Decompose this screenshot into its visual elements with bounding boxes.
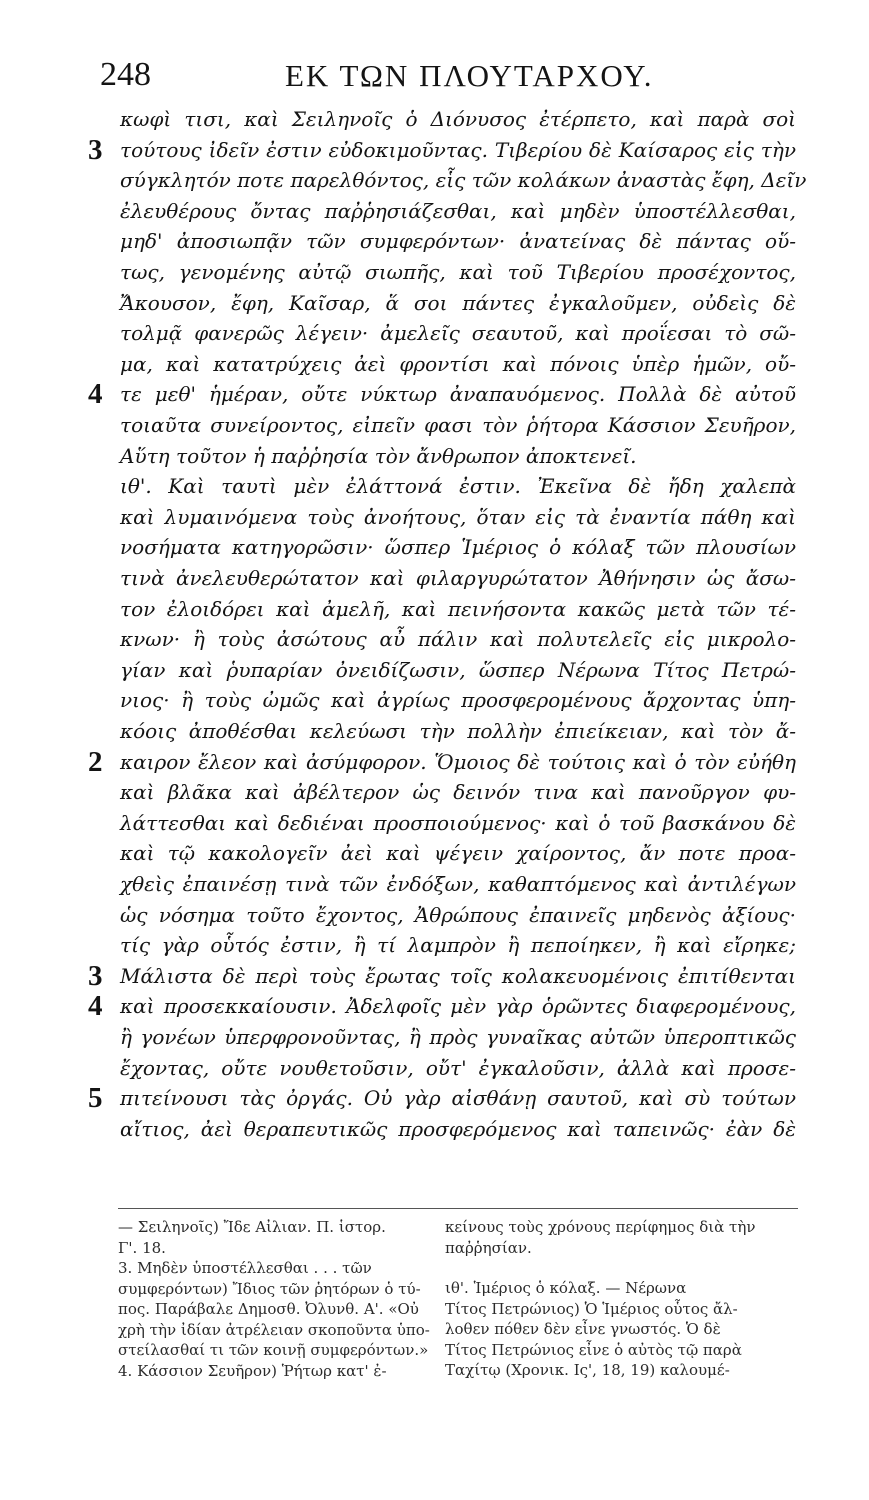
text-line: μα, καὶ κατατρύχεις ἀεὶ φροντίσι καὶ πόνοις ὑπὲρ ἡμῶν, οὔ- [120, 352, 796, 376]
margin-section-number: 2 [88, 746, 103, 778]
text-line: ὡς νόσημα τοῦτο ἔχοντος, Ἀθρώπους ἐπαινεῖς μηδενὸς ἀξίους· [120, 903, 796, 927]
margin-section-number: 3 [88, 960, 103, 992]
footnote-line: λοθεν πόθεν δὲν εἶνε γνωστός. Ὁ δὲ [445, 1320, 721, 1338]
text-line: Αὕτη τοῦτον ἡ παῤῥησία τὸν ἄνθρωπον ἀποκτενεῖ. [120, 444, 637, 468]
text-line: σύγκλητόν ποτε παρελθόντος, εἷς τῶν κολάκων ἀναστὰς ἔφη, Δεῖν [120, 168, 807, 192]
page-header [0, 56, 869, 104]
text-line: τοιαῦτα συνείροντος, εἰπεῖν φασι τὸν ῥήτορα Κάσσιον Σευῆρον, [120, 413, 796, 437]
margin-section-number: 4 [88, 990, 103, 1022]
text-line: καὶ λυμαινόμενα τοὺς ἀνοήτους, ὅταν εἰς τὰ ἐναντία πάθη καὶ [120, 505, 796, 529]
text-line: νοσήματα κατηγορῶσιν· ὥσπερ Ἱμέριος ὁ κόλαξ τῶν πλουσίων [120, 535, 796, 559]
text-line: τον ἐλοιδόρει καὶ ἀμελῆ, καὶ πεινήσοντα κακῶς μετὰ τῶν τέ- [120, 597, 796, 621]
footnote-line: Ταχίτῳ (Χρονικ. Ις', 18, 19) καλουμέ- [445, 1361, 730, 1379]
margin-section-number: 5 [88, 1082, 103, 1114]
text-line: καὶ βλᾶκα καὶ ἀβέλτερον ὡς δεινόν τινα καὶ πανοῦργον φυ- [120, 780, 796, 804]
footnotes-right-column [445, 1217, 797, 1381]
text-line: χθεὶς ἐπαινέσῃ τινὰ τῶν ἐνδόξων, καθαπτόμενος καὶ ἀντιλέγων [120, 872, 796, 896]
text-line: αἴτιος, ἀεὶ θεραπευτικῶς προσφερόμενος καὶ ταπεινῶς· ἐὰν δὲ [120, 1117, 796, 1141]
footnote-line: Τίτος Πετρώνιος εἶνε ὁ αὐτὸς τῷ παρὰ [445, 1340, 742, 1359]
text-line: νιος· ἢ τοὺς ὠμῶς καὶ ἀγρίως προσφερομένους ἄρχοντας ὑπη- [120, 688, 796, 712]
text-line: κόοις ἀποθέσθαι κελεύωσι τὴν πολλὴν ἐπιείκειαν, καὶ τὸν ἄ- [120, 719, 796, 743]
text-line: ἐλευθέρους ὄντας παῤῥησιάζεσθαι, καὶ μηδὲν ὑποστέλλεσθαι, [120, 199, 796, 223]
text-line: τινὰ ἀνελευθερώτατον καὶ φιλαργυρώτατον Ἀθήνησιν ὡς ἄσω- [120, 566, 796, 590]
text-line: ἢ γονέων ὑπερφρονοῦντας, ἢ πρὸς γυναῖκας αὐτῶν ὑπεροπτικῶς [120, 1025, 796, 1049]
text-line: κνων· ἢ τοὺς ἀσώτους αὖ πάλιν καὶ πολυτελεῖς εἰς μικρολο- [120, 627, 796, 651]
footnote-line: 3. Μηδὲν ὑποστέλλεσθαι . . . τῶν [118, 1259, 372, 1277]
footnote-line: 4. Κάσσιον Σευῆρον) Ῥήτωρ κατ' ἐ- [118, 1361, 387, 1380]
text-line: ἔχοντας, οὔτε νουθετοῦσιν, οὔτ' ἐγκαλοῦσιν, ἀλλὰ καὶ προσε- [120, 1056, 796, 1080]
footnote-divider [118, 1208, 798, 1209]
footnote-line: παῤῥησίαν. [445, 1238, 532, 1257]
text-line: λάττεσθαι καὶ δεδιέναι προσποιούμενος· καὶ ὁ τοῦ βασκάνου δὲ [120, 811, 796, 835]
page-number: 248 [100, 56, 151, 93]
footnote-line: Γ'. 18. [118, 1238, 166, 1257]
text-line: τως, γενομένης αὐτῷ σιωπῆς, καὶ τοῦ Τιβερίου προσέχοντος, [120, 260, 796, 284]
text-line: τε μεθ' ἡμέραν, οὔτε νύκτωρ ἀναπαυόμενος. Πολλὰ δὲ αὐτοῦ [120, 382, 796, 406]
text-line: τολμᾷ φανερῶς λέγειν· ἀμελεῖς σεαυτοῦ, καὶ προΐεσαι τὸ σῶ- [120, 321, 796, 345]
footnote-line: — Σειληνοῖς) Ἴδε Αἰλιαν. Π. ἱστορ. [118, 1218, 386, 1236]
text-line: ιθ'. Καὶ ταυτὶ μὲν ἐλάττονά ἐστιν. Ἐκεῖνα δὲ ἤδη χαλεπὰ [120, 474, 796, 498]
footnote-line: ιθ'. Ἱμέριος ὁ κόλαξ. — Νέρωνα [445, 1279, 687, 1297]
footnote-line: κείνους τοὺς χρόνους περίφημος διὰ τὴν [445, 1218, 756, 1236]
text-line: Ἄκουσον, ἔφη, Καῖσαρ, ἅ σοι πάντες ἐγκαλοῦμεν, οὐδεὶς δὲ [120, 291, 796, 315]
margin-section-number: 3 [88, 134, 103, 166]
footnote-line: πος. Παράβαλε Δημοσθ. Ὀλυνθ. Α'. «Οὐ [118, 1300, 419, 1318]
footnotes-left-column [118, 1217, 433, 1381]
text-line: καιρον ἔλεον καὶ ἀσύμφορον. Ὅμοιος δὲ τούτοις καὶ ὁ τὸν εὐήθη [120, 750, 796, 774]
text-line: γίαν καὶ ῥυπαρίαν ὀνειδίζωσιν, ὥσπερ Νέρωνα Τίτος Πετρώ- [120, 658, 796, 682]
text-line: Μάλιστα δὲ περὶ τοὺς ἔρωτας τοῖς κολακευομένοις ἐπιτίθενται [120, 964, 796, 988]
text-line: καὶ τῷ κακολογεῖν ἀεὶ καὶ ψέγειν χαίροντος, ἄν ποτε προα- [120, 841, 796, 865]
text-line: τούτους ἰδεῖν ἐστιν εὐδοκιμοῦντας. Τιβερίου δὲ Καίσαρος εἰς τὴν [120, 138, 796, 162]
footnote-line: Τίτος Πετρώνιος) Ὁ Ἱμέριος οὗτος ἄλ- [445, 1299, 738, 1318]
text-line: τίς γὰρ οὗτός ἐστιν, ἢ τί λαμπρὸν ἢ πεποίηκεν, ἢ καὶ εἴρηκε; [120, 933, 796, 957]
text-line: μηδ' ἀποσιωπᾷν τῶν συμφερόντων· ἀνατείνας δὲ πάντας οὕ- [120, 229, 796, 253]
text-line: κωφὶ τισι, καὶ Σειληνοῖς ὁ Διόνυσος ἐτέρπετο, καὶ παρὰ σοὶ [120, 107, 796, 131]
footnote-line: στείλασθαί τι τῶν κοινῇ συμφερόντων.» [118, 1341, 429, 1359]
footnote-line: χρὴ τὴν ἰδίαν ἀτρέλειαν σκοποῦντα ὑπο- [118, 1320, 430, 1339]
footnote-line: συμφερόντων) Ἴδιος τῶν ῥητόρων ὁ τύ- [118, 1279, 421, 1298]
text-line: καὶ προσεκκαίουσιν. Ἀδελφοῖς μὲν γὰρ ὁρῶντες διαφερομένους, [120, 994, 796, 1018]
footnote-line [445, 1258, 797, 1278]
text-line: πιτείνουσι τὰς ὀργάς. Οὐ γὰρ αἰσθάνῃ σαυτοῦ, καὶ σὺ τούτων [120, 1086, 796, 1110]
margin-section-number: 4 [88, 378, 103, 410]
running-title: ΕΚ ΤΩΝ ΠΛΟΥΤΑΡΧΟΥ. [285, 58, 654, 93]
